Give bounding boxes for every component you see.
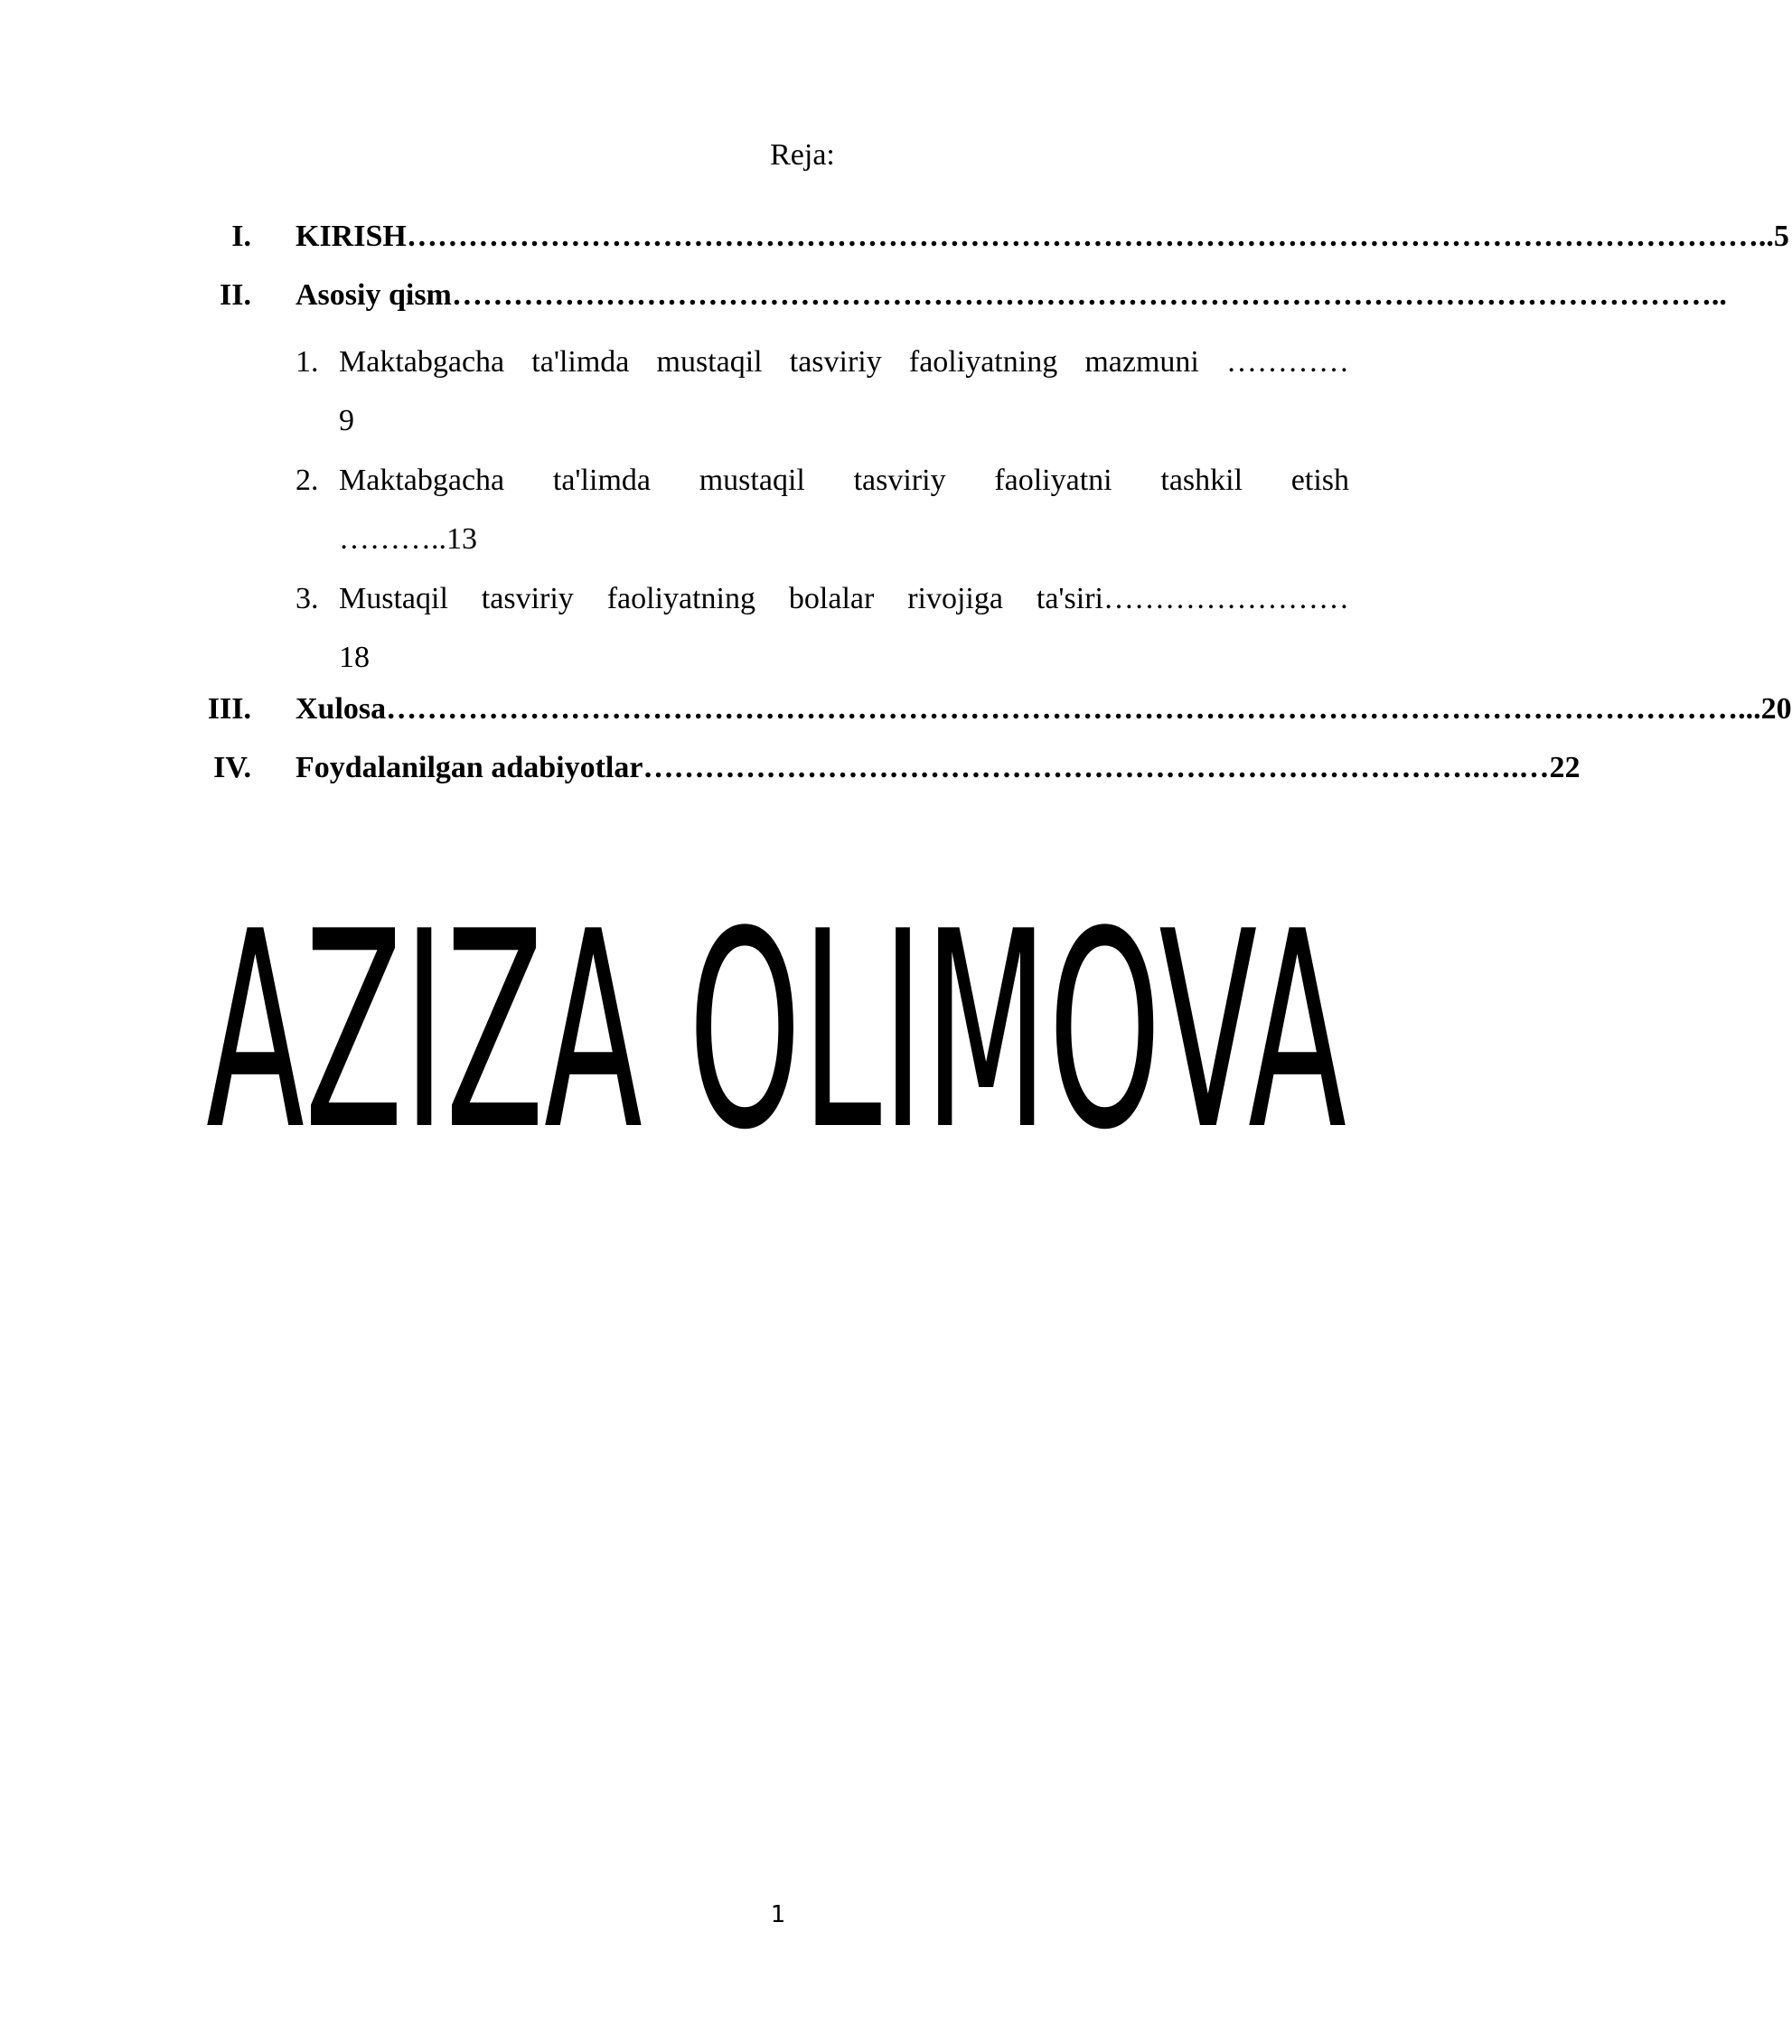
toc-item-adabiyotlar: [0, 746, 1581, 806]
toc-subitem-line: Maktabgacha ta'limda mustaqil tasviriy faoliyatning mazmuni …………: [339, 345, 1349, 379]
page-number: 1: [770, 1901, 786, 1928]
toc-item-kirish: [0, 215, 1789, 275]
toc-subitem-line: Mustaqil tasviriy faoliyatning bolalar rivojiga ta'siri……………………: [339, 582, 1349, 615]
toc-subitem-number: 1.: [296, 345, 319, 379]
toc-heading-text: Foydalanilgan adabiyotlar……………………………………………………………………….….…22: [296, 751, 1581, 784]
toc-subitem-page: ………..13: [339, 522, 477, 556]
toc-numeral: IV.: [213, 751, 251, 784]
toc-heading-text: Asosiy qism……………………………………………………………………………………………………………..: [296, 278, 1727, 312]
toc-subitem-text: [339, 451, 1349, 568]
toc-heading-text: KIRISH……………………………………………………………………………………………………………………..5: [296, 220, 1789, 253]
page-title: Reja:: [770, 138, 835, 172]
toc-numeral: III.: [207, 692, 251, 726]
toc-subitem-number: 2.: [296, 464, 319, 497]
toc-subitem-text: [339, 333, 1349, 450]
toc-numeral: I.: [231, 220, 251, 253]
toc-subitem-line: Maktabgacha ta'limda mustaqil tasviriy faoliyatni tashkil etish: [339, 464, 1349, 497]
large-name-svg: [206, 874, 1354, 1189]
toc-subitem-text: [339, 569, 1349, 687]
toc-item-asosiy-qism: [0, 274, 1727, 333]
large-name-glyphs: AZIZA OLIMOVA: [206, 874, 1347, 1189]
toc-numeral: II.: [220, 278, 251, 312]
toc-subitem-number: 3.: [296, 582, 319, 615]
toc-subitem-page: 18: [339, 641, 370, 674]
toc-heading-text: Xulosa……………………………………………………………………………………………………………………...20: [296, 692, 1792, 726]
large-name-text: [206, 874, 1354, 1189]
toc-item-xulosa: [0, 688, 1792, 747]
toc-subitem-page: 9: [339, 404, 354, 437]
